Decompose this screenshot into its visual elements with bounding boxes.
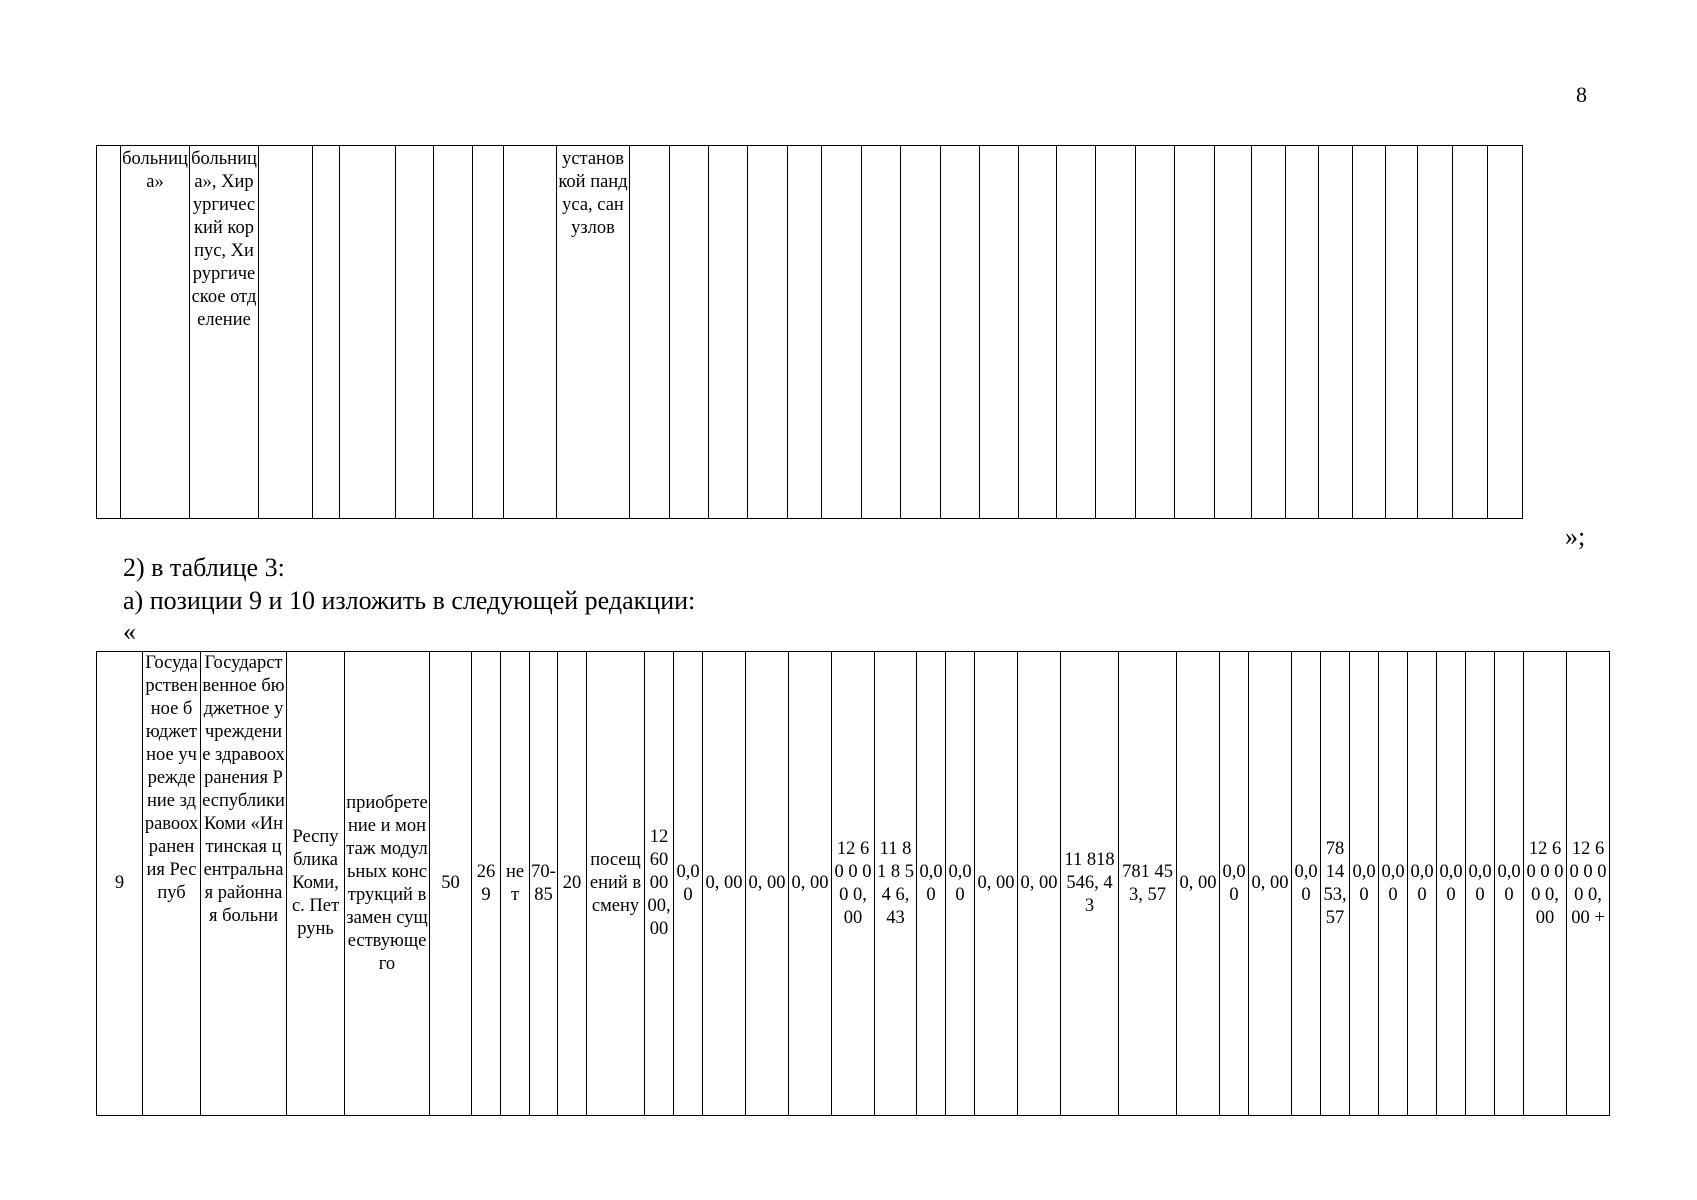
table-cell: 0,00 (674, 652, 703, 1116)
table-cell (1215, 146, 1252, 519)
table-cell: 0, 00 (1177, 652, 1220, 1116)
table-cell (259, 146, 313, 519)
table-cell: 269 (472, 652, 501, 1116)
table-cell (822, 146, 862, 519)
table-cell: 0, 00 (1249, 652, 1292, 1116)
table-cell: 0,00 (1350, 652, 1379, 1116)
table-cell: 11 818 546, 43 (1061, 652, 1119, 1116)
table-continuation (96, 145, 1523, 519)
table-cell: 0,00 (1437, 652, 1466, 1116)
table-cell: 12 60 0 00 0, 00 (1524, 652, 1567, 1116)
table-cell: 0, 00 (975, 652, 1018, 1116)
table-cell (1319, 146, 1353, 519)
table-cell (630, 146, 670, 519)
table-cell: больница» (121, 146, 190, 519)
table-cell: 9 (97, 652, 143, 1116)
table-cell: больница», Хирургический корпус, Хирургическое отделение (190, 146, 259, 519)
table-cell: посещений в смену (587, 652, 645, 1116)
opening-quote: « (123, 617, 136, 646)
table-cell: 12 60 0 00 0, 00 + (1567, 652, 1610, 1116)
table-row (97, 652, 1610, 1116)
table-cell (862, 146, 901, 519)
closing-quote: »; (1565, 522, 1586, 551)
table-cell: нет (501, 652, 530, 1116)
table-cell: 0, 00 (789, 652, 832, 1116)
table-cell: 0,00 (1292, 652, 1321, 1116)
table-cell: 0,00 (1495, 652, 1524, 1116)
page-number: 8 (1576, 82, 1587, 107)
table-cell: 781453,57 (1321, 652, 1350, 1116)
table-cell (1353, 146, 1386, 519)
table-cell: 20 (558, 652, 587, 1116)
table-cell: 0,00 (917, 652, 946, 1116)
table-cell: 0, 00 (1018, 652, 1061, 1116)
table-cell: 0,00 (1408, 652, 1437, 1116)
table-cell (980, 146, 1019, 519)
table-cell: Государственное бюджетное учреждение здравоохранения Республики Коми «Интинская центральная районная больни (201, 652, 287, 1116)
table-cell: 12600000,00 (645, 652, 674, 1116)
paragraph-table-reference: 2) в таблице 3: (123, 553, 285, 582)
table-cell: установкой пандуса, санузлов (557, 146, 630, 519)
table-cell (97, 146, 121, 519)
table-cell (1453, 146, 1488, 519)
paragraph-instruction: а) позиции 9 и 10 изложить в следующей редакции: (123, 586, 696, 615)
table-cell (941, 146, 980, 519)
table-cell (1175, 146, 1215, 519)
table-cell: 11 81 8 54 6, 43 (875, 652, 917, 1116)
table-cell (670, 146, 709, 519)
table-cell (434, 146, 473, 519)
table-cell: 0,00 (1466, 652, 1495, 1116)
table-cell (1019, 146, 1057, 519)
table-cell (1057, 146, 1096, 519)
table-cell (1286, 146, 1319, 519)
table-cell (504, 146, 557, 519)
table-cell: 0,00 (946, 652, 975, 1116)
table-cell (709, 146, 748, 519)
table-cell: приобретение и монтаж модульных конструкций взамен существующего (345, 652, 430, 1116)
table-cell (396, 146, 434, 519)
table-cell: 0,00 (1220, 652, 1249, 1116)
table-cell (748, 146, 788, 519)
table-cell (901, 146, 941, 519)
table-cell: 0,00 (1379, 652, 1408, 1116)
table-cell: Государственное бюджетное учреждение здравоохранения Респуб (143, 652, 201, 1116)
table-cell (1418, 146, 1453, 519)
table-cell: 0, 00 (703, 652, 746, 1116)
table-cell: 12 60 0 00 0, 00 (832, 652, 875, 1116)
table-cell: Республика Коми, с. Петрунь (287, 652, 345, 1116)
table-cell (340, 146, 396, 519)
table-row (97, 146, 1523, 519)
table-cell (473, 146, 504, 519)
table-cell (1096, 146, 1136, 519)
table-cell: 781 453, 57 (1119, 652, 1177, 1116)
table-cell (1252, 146, 1286, 519)
table-positions (96, 651, 1610, 1116)
table-cell (1488, 146, 1523, 519)
table-cell (788, 146, 822, 519)
table-cell (1136, 146, 1175, 519)
table-cell (313, 146, 340, 519)
table-cell: 70-85 (530, 652, 558, 1116)
table-cell: 0, 00 (746, 652, 789, 1116)
table-cell (1386, 146, 1418, 519)
table-cell: 50 (430, 652, 472, 1116)
